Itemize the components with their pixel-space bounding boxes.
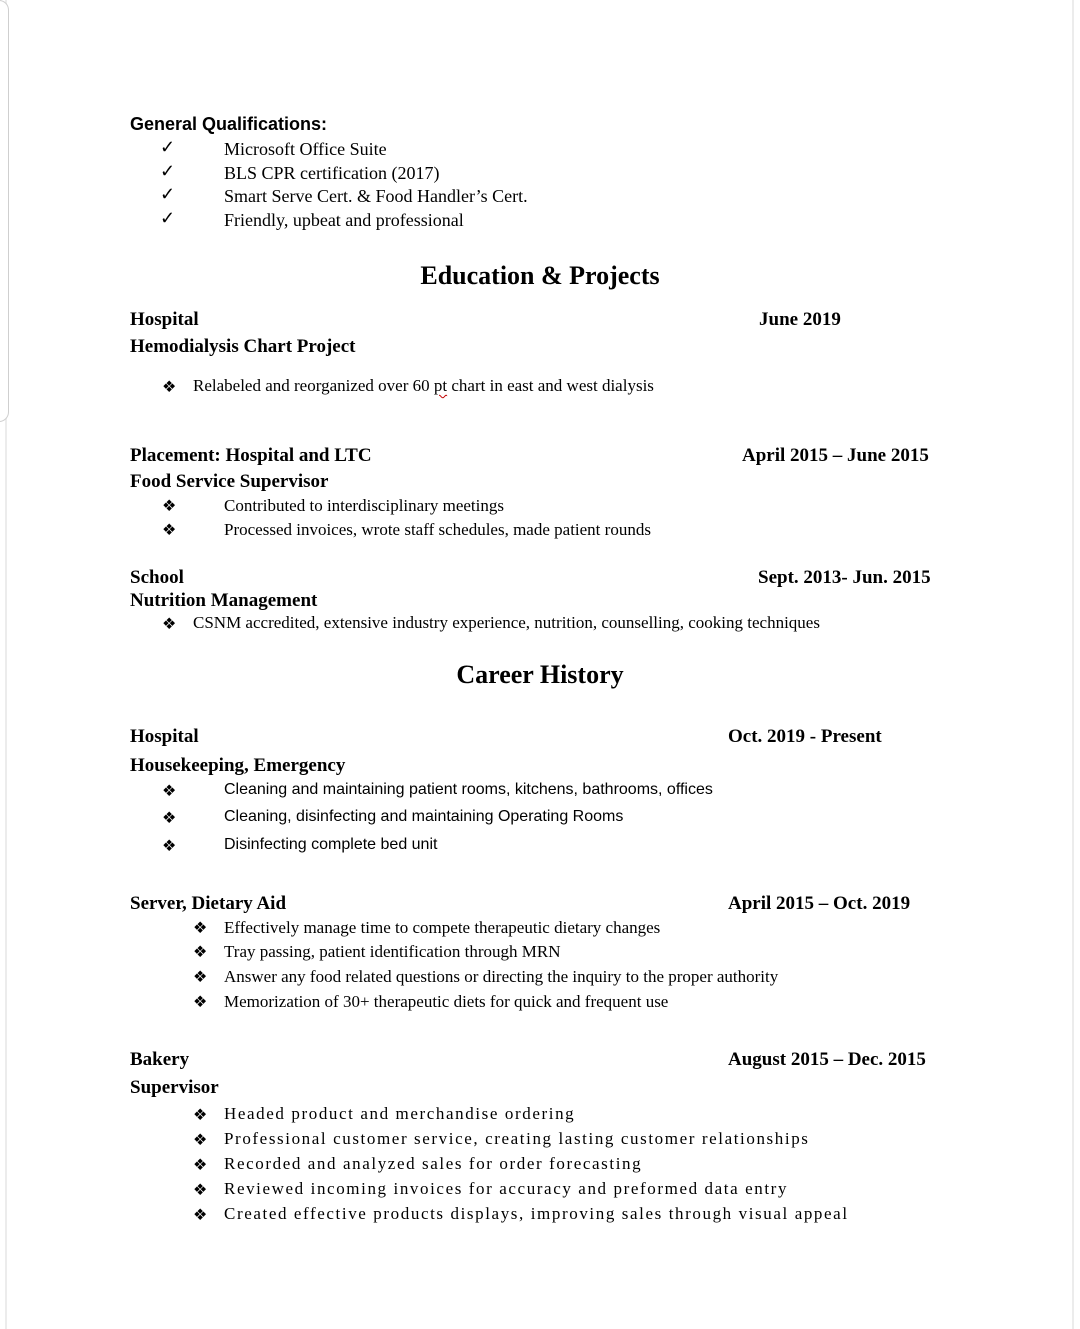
entry-date: August 2015 – Dec. 2015 — [728, 1049, 926, 1070]
diamond-bullet-icon: ❖ — [193, 944, 208, 961]
check-icon: ✓ — [160, 208, 176, 228]
bullet-text: Reviewed incoming invoices for accuracy and preformed data entry — [224, 1179, 789, 1198]
diamond-bullet-icon: ❖ — [193, 1207, 208, 1224]
entry-role: Nutrition Management — [130, 590, 318, 611]
diamond-bullet-icon: ❖ — [193, 1182, 208, 1199]
diamond-bullet-icon: ❖ — [193, 994, 208, 1011]
diamond-bullet-icon: ❖ — [193, 920, 208, 937]
bullet-text: Memorization of 30+ therapeutic diets for quick and frequent use — [224, 992, 669, 1011]
entry-organization: Hospital — [130, 309, 199, 330]
side-panel-tab[interactable] — [0, 0, 9, 422]
check-icon: ✓ — [160, 161, 176, 181]
diamond-bullet-icon: ❖ — [162, 522, 177, 539]
qualification-item: Friendly, upbeat and professional — [224, 210, 464, 230]
bullet-text: CSNM accredited, extensive industry experience, nutrition, counselling, cooking techniques — [193, 613, 820, 632]
check-icon: ✓ — [160, 184, 176, 204]
qualification-item: Microsoft Office Suite — [224, 139, 387, 159]
entry-organization: School — [130, 567, 184, 588]
bullet-text: Cleaning, disinfecting and maintaining Operating Rooms — [224, 808, 624, 825]
diamond-bullet-icon: ❖ — [162, 379, 177, 396]
entry-date: April 2015 – Oct. 2019 — [728, 893, 911, 914]
diamond-bullet-icon: ❖ — [193, 1132, 208, 1149]
bullet-text: Effectively manage time to compete therapeutic dietary changes — [224, 918, 661, 937]
general-qualifications-heading: General Qualifications: — [130, 114, 328, 134]
career-section-title: Career History — [456, 660, 624, 689]
diamond-bullet-icon: ❖ — [162, 498, 177, 515]
entry-role: Housekeeping, Emergency — [130, 755, 346, 776]
entry-organization: Placement: Hospital and LTC — [130, 445, 372, 466]
education-section-title: Education & Projects — [420, 261, 660, 290]
spellcheck-flagged-word[interactable]: pt — [433, 376, 448, 395]
entry-organization: Bakery — [130, 1049, 190, 1070]
diamond-bullet-icon: ❖ — [193, 1107, 208, 1124]
diamond-bullet-icon: ❖ — [193, 1157, 208, 1174]
diamond-bullet-icon: ❖ — [162, 838, 177, 855]
bullet-text: Cleaning and maintaining patient rooms, kitchens, bathrooms, offices — [224, 781, 713, 798]
entry-date: June 2019 — [759, 309, 841, 330]
entry-role: Food Service Supervisor — [130, 471, 329, 492]
bullet-text: Created effective products displays, improving sales through visual appeal — [224, 1204, 849, 1223]
check-icon: ✓ — [160, 137, 176, 157]
bullet-text: Tray passing, patient identification through MRN — [224, 942, 561, 961]
bullet-text: Answer any food related questions or directing the inquiry to the proper authority — [224, 967, 779, 986]
entry-role: Hemodialysis Chart Project — [130, 336, 356, 357]
entry-organization: Hospital — [130, 726, 199, 747]
bullet-text: Headed product and merchandise ordering — [224, 1104, 576, 1123]
bullet-text: Contributed to interdisciplinary meetings — [224, 496, 504, 515]
qualification-item: Smart Serve Cert. & Food Handler’s Cert. — [224, 186, 528, 206]
entry-role: Supervisor — [130, 1077, 219, 1098]
entry-date: Sept. 2013- Jun. 2015 — [758, 567, 931, 588]
diamond-bullet-icon: ❖ — [162, 810, 177, 827]
diamond-bullet-icon: ❖ — [162, 616, 177, 633]
bullet-text: Processed invoices, wrote staff schedules, made patient rounds — [224, 520, 651, 539]
diamond-bullet-icon: ❖ — [162, 783, 177, 800]
entry-date: Oct. 2019 - Present — [728, 726, 882, 747]
entry-role: Server, Dietary Aid — [130, 893, 287, 914]
bullet-text: Professional customer service, creating lasting customer relationships — [224, 1129, 810, 1148]
qualification-item: BLS CPR certification (2017) — [224, 163, 440, 183]
diamond-bullet-icon: ❖ — [193, 969, 208, 986]
bullet-text: Recorded and analyzed sales for order forecasting — [224, 1154, 643, 1173]
bullet-text: Relabeled and reorganized over 60 pt chart in east and west dialysis — [193, 376, 654, 395]
entry-date: April 2015 – June 2015 — [742, 445, 929, 466]
bullet-text: Disinfecting complete bed unit — [224, 836, 438, 853]
